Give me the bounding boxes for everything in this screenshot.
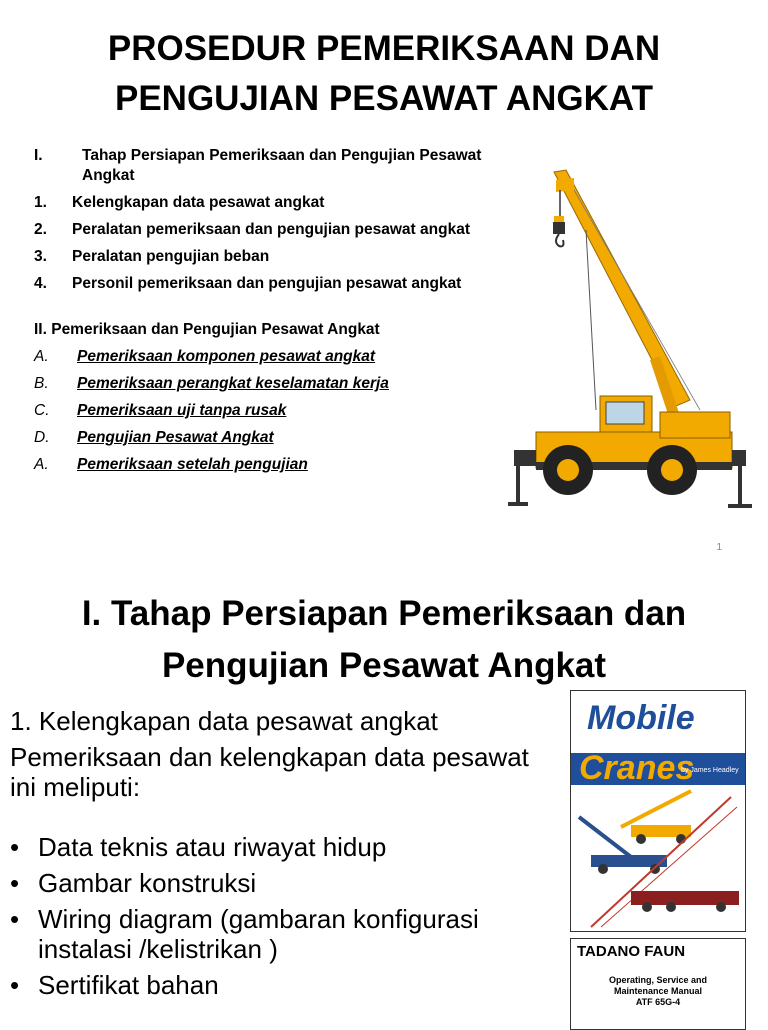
tadano-logo: TADANO FAUN (577, 943, 686, 960)
intro-text: Pemeriksaan dan kelengkapan data pesawat ini meliputi: (10, 742, 529, 802)
link-uji-tanpa-rusak[interactable]: Pemeriksaan uji tanpa rusak (77, 402, 287, 419)
section-1-heading: I. Tahap Persiapan Pemeriksaan dan Pengujian Pesawat Angkat (34, 147, 482, 184)
link-setelah-pengujian[interactable]: Pemeriksaan setelah pengujian (77, 456, 308, 473)
link-item[interactable]: B. Pemeriksaan perangkat keselamatan kerja (34, 374, 504, 394)
bullet-item: • Gambar konstruksi (10, 868, 257, 898)
tadano-manual-cover: TADANO FAUN Operating, Service and Maintenance Manual ATF 65G-4 (570, 938, 746, 1030)
subheading: 1. Kelengkapan data pesawat angkat (10, 706, 438, 736)
link-item[interactable]: A. Pemeriksaan komponen pesawat angkat (34, 347, 504, 367)
link-keselamatan[interactable]: Pemeriksaan perangkat keselamatan kerja (77, 375, 389, 392)
list-item: 4. Personil pemeriksaan dan pengujian pesawat angkat (34, 275, 462, 292)
slide-1-title: PROSEDUR PEMERIKSAAN DAN PENGUJIAN PESAWAT ANGKAT (107, 29, 661, 118)
list-item: 1. Kelengkapan data pesawat angkat (34, 194, 325, 211)
slide-2-body (10, 706, 550, 1006)
bullet-icon: • (10, 868, 20, 898)
list-item: 3. Peralatan pengujian beban (34, 248, 270, 265)
bullet-item: • Sertifikat bahan (10, 970, 219, 1000)
list-item: 2. Peralatan pemeriksaan dan pengujian pesawat angkat (34, 221, 470, 238)
crane-truck-illustration (571, 787, 745, 931)
mobile-cranes-book-cover: Mobile Cranes by James Headley (570, 690, 746, 932)
page-number: 1 (716, 542, 722, 553)
bullet-item: • Wiring diagram (gambaran konfigurasi instalasi /kelistrikan ) (10, 904, 479, 964)
bullet-item: • Data teknis atau riwayat hidup (10, 832, 387, 862)
slide-2-title: I. Tahap Persiapan Pemeriksaan dan Pengujian Pesawat Angkat (81, 594, 687, 685)
link-item[interactable]: D. Pengujian Pesawat Angkat (34, 428, 504, 448)
bullet-icon: • (10, 970, 20, 1000)
bullet-icon: • (10, 832, 20, 862)
link-item[interactable]: C. Pemeriksaan uji tanpa rusak (34, 401, 504, 421)
section-2-heading: II. Pemeriksaan dan Pengujian Pesawat Angkat (34, 321, 380, 338)
link-komponen[interactable]: Pemeriksaan komponen pesawat angkat (77, 348, 376, 365)
bullet-icon: • (10, 904, 20, 934)
link-pengujian[interactable]: Pengujian Pesawat Angkat (77, 429, 274, 446)
outline-list (34, 146, 504, 482)
slide-2 (0, 566, 768, 1024)
link-item[interactable]: A. Pemeriksaan setelah pengujian (34, 455, 504, 475)
mobile-crane-illustration (500, 160, 768, 520)
